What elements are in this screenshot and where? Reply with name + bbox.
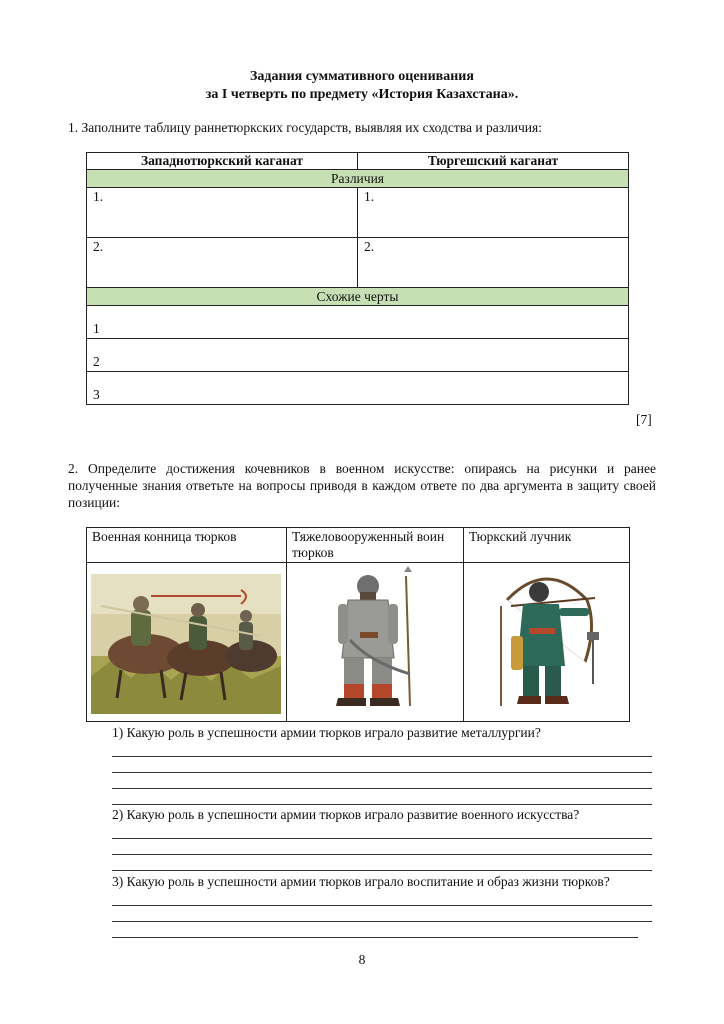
cavalry-illustration-icon <box>91 566 281 718</box>
illustration-table <box>86 527 630 722</box>
diff-cell-right-1[interactable] <box>358 188 629 238</box>
question-3-block <box>112 873 652 938</box>
diff-number: 1. <box>364 189 375 204</box>
answer-line[interactable] <box>112 741 652 757</box>
similar-number: 2 <box>93 354 100 369</box>
question-2: 2) Какую роль в успешности армии тюрков играло развитие военного искусства? <box>112 807 580 822</box>
answer-line[interactable] <box>112 839 652 855</box>
question-1: 1) Какую роль в успешности армии тюрков играло развитие металлургии? <box>112 725 541 740</box>
task2-prompt: 2. Определите достижения кочевников в военном искусстве: опираясь на рисунки и ранее полученные знания ответьте на вопросы приводя в каждом ответе по два аргумента в защиту своей позиции: <box>68 461 656 510</box>
col-header-right: Тюргешский каганат <box>358 153 629 170</box>
archer-image-cell <box>464 563 630 722</box>
diff-number: 1. <box>93 189 104 204</box>
question-3: 3) Какую роль в успешности армии тюрков играло воспитание и образ жизни тюрков? <box>112 874 610 889</box>
question-2-block <box>112 806 652 871</box>
question-1-block <box>112 724 652 805</box>
cavalry-image-cell <box>87 563 287 722</box>
task1-score: [7] <box>636 412 652 427</box>
answer-line[interactable] <box>112 922 638 938</box>
diff-cell-left-2[interactable] <box>87 238 358 288</box>
page-number: 8 <box>358 952 366 967</box>
title-line-1: Задания суммативного оценивания <box>250 69 474 84</box>
armored-warrior-illustration-icon <box>290 566 460 718</box>
similar-row-2[interactable] <box>87 339 629 372</box>
similar-number: 1 <box>93 321 100 336</box>
col-header-left: Западнотюркский каганат <box>87 153 358 170</box>
answer-line[interactable] <box>112 789 652 805</box>
similar-row-1[interactable] <box>87 306 629 339</box>
diff-number: 2. <box>364 239 375 254</box>
similar-row-3[interactable] <box>87 372 629 405</box>
diff-cell-right-2[interactable] <box>358 238 629 288</box>
archer-illustration-icon <box>467 566 627 718</box>
answer-line[interactable] <box>112 823 652 839</box>
answer-line[interactable] <box>112 757 652 773</box>
page-title <box>0 68 724 104</box>
similar-number: 3 <box>93 387 100 402</box>
armored-warrior-image-cell <box>287 563 464 722</box>
col-label-cavalry: Военная конница тюрков <box>87 528 287 563</box>
differences-band: Различия <box>87 170 629 188</box>
answer-line[interactable] <box>112 906 652 922</box>
similarities-band: Схожие черты <box>87 288 629 306</box>
answer-line[interactable] <box>112 773 652 789</box>
diff-cell-left-1[interactable] <box>87 188 358 238</box>
title-line-2: за I четверть по предмету «История Казахстана». <box>205 87 519 102</box>
answer-line[interactable] <box>112 855 652 871</box>
col-label-archer: Тюркский лучник <box>464 528 630 563</box>
comparison-table <box>86 152 629 405</box>
task1-prompt: 1. Заполните таблицу раннетюркских государств, выявляя их сходства и различия: <box>68 120 542 135</box>
answer-line[interactable] <box>112 890 652 906</box>
diff-number: 2. <box>93 239 104 254</box>
col-label-armored-warrior: Тяжеловооруженный воин тюрков <box>287 528 464 563</box>
